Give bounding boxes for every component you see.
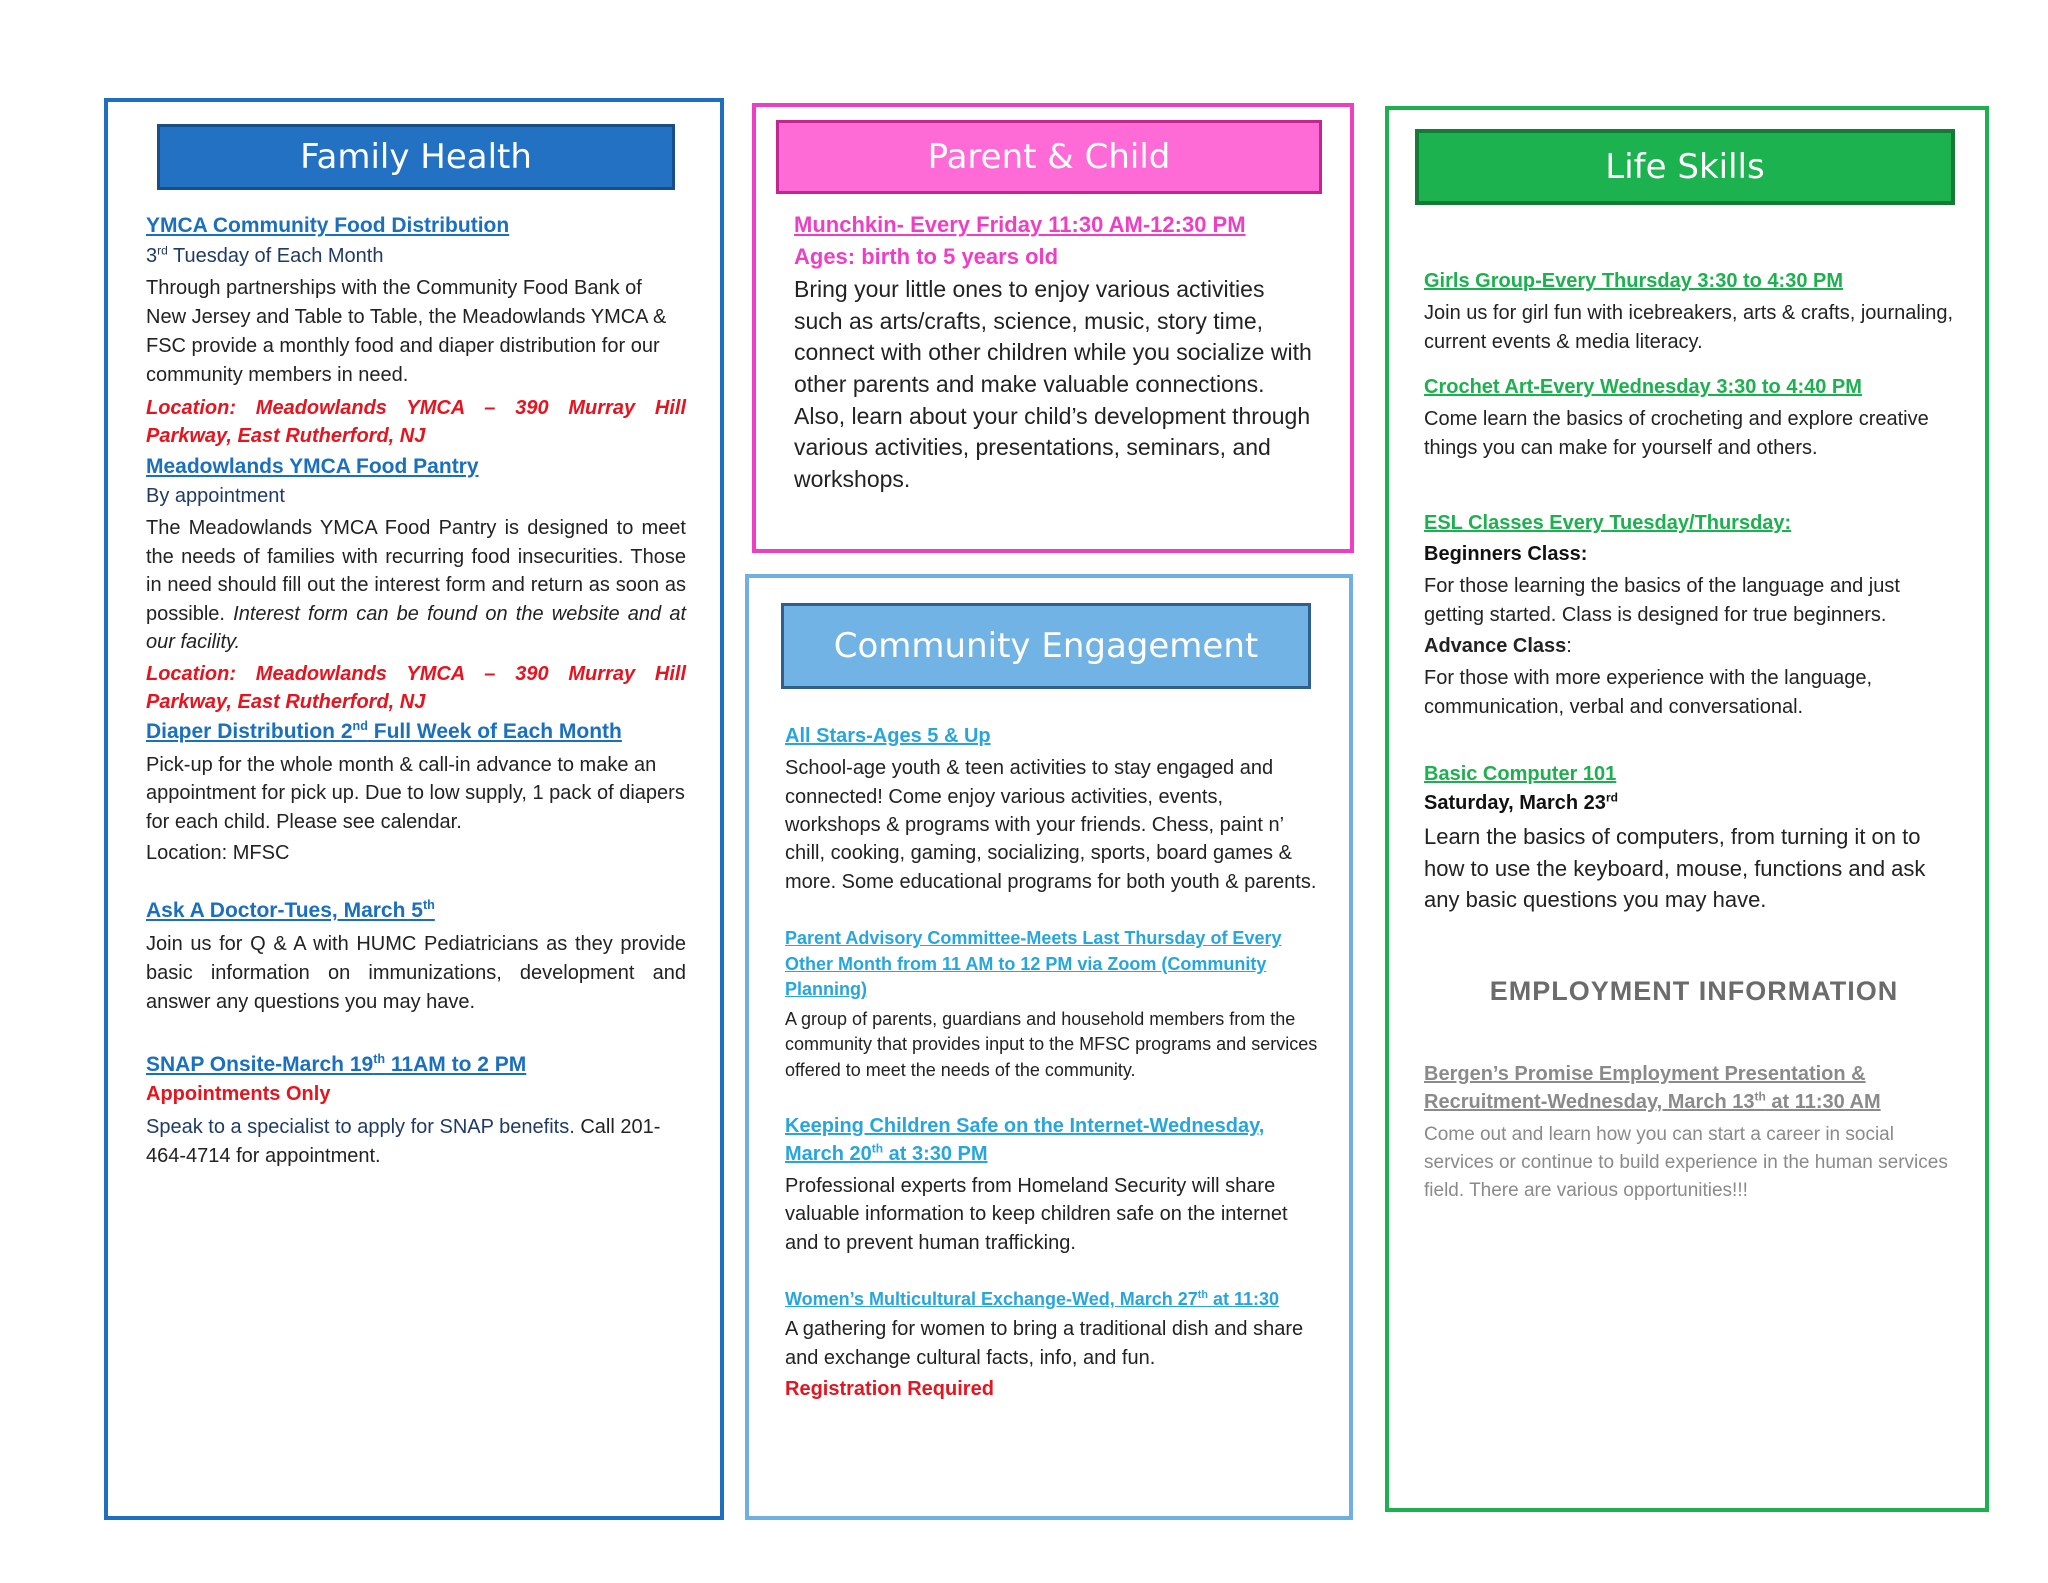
food-distribution-link[interactable]: YMCA Community Food Distribution bbox=[146, 214, 510, 237]
employment-information-title: EMPLOYMENT INFORMATION bbox=[1489, 976, 1899, 1007]
snap-onsite-link[interactable]: SNAP Onsite-March 19th 11AM to 2 PM bbox=[146, 1051, 527, 1076]
life-skills-title: Life Skills bbox=[1415, 129, 1955, 205]
parent-child-title: Parent & Child bbox=[776, 120, 1322, 194]
food-pantry-description: The Meadowlands YMCA Food Pantry is designed to meet the needs of families with recurring food insecurities. Those in need should fill out the interest form and return as soon as possible. Interest form can be found on the website and at our facility. bbox=[146, 517, 686, 654]
food-distribution-schedule: 3rd Tuesday of Each Month bbox=[146, 242, 384, 267]
food-distribution-location: Location: Meadowlands YMCA – 390 Murray Hill Parkway, East Rutherford, NJ bbox=[146, 396, 686, 447]
beginners-class-label: Beginners Class: bbox=[1424, 543, 1588, 566]
diaper-distribution-location: Location: MFSC bbox=[146, 842, 290, 865]
food-distribution-description: Through partnerships with the Community Food Bank of New Jersey and Table to Table, the Meadowlands YMCA & FSC provide a monthly food and diaper distribution for our community members in need. bbox=[146, 276, 667, 386]
parent-advisory-description: A group of parents, guardians and household members from the community that provides input to the MFSC programs and services offered to meet the needs of the community. bbox=[785, 1008, 1318, 1080]
basic-computer-link[interactable]: Basic Computer 101 bbox=[1424, 763, 1617, 786]
food-pantry-link[interactable]: Meadowlands YMCA Food Pantry bbox=[146, 454, 479, 478]
womens-exchange-link[interactable]: Women’s Multicultural Exchange-Wed, March 27th at 11:30 bbox=[785, 1288, 1280, 1309]
registration-required-note: Registration Required bbox=[785, 1378, 994, 1401]
snap-description: Speak to a specialist to apply for SNAP benefits. Call 201-464-4714 for appointment. bbox=[146, 1115, 661, 1167]
all-stars-description: School-age youth & teen activities to stay engaged and connected! Come enjoy various activities, events, workshops & programs with your friends. Chess, paint n’ chill, cooking, gaming, socializing, sports, board games & more. Some educational programs for both youth & parents. bbox=[785, 757, 1317, 893]
beginners-class-description: For those learning the basics of the language and just getting started. Class is designed for true beginners. bbox=[1424, 575, 1900, 626]
diaper-distribution-link[interactable]: Diaper Distribution 2nd Full Week of Each Month bbox=[146, 719, 622, 744]
community-engagement-content bbox=[785, 723, 1320, 1403]
food-pantry-location: Location: Meadowlands YMCA – 390 Murray Hill Parkway, East Rutherford, NJ bbox=[146, 663, 686, 714]
family-health-content bbox=[146, 212, 686, 1171]
bergens-promise-description: Come out and learn how you can start a career in social services or continue to build experience in the human services field. There are various opportunities!!! bbox=[1424, 1123, 1948, 1201]
basic-computer-date: Saturday, March 23rd bbox=[1424, 790, 1618, 815]
munchkin-ages: Ages: birth to 5 years old bbox=[794, 243, 1059, 269]
girls-group-link[interactable]: Girls Group-Every Thursday 3:30 to 4:30 PM bbox=[1424, 270, 1844, 292]
family-health-title: Family Health bbox=[157, 124, 675, 190]
womens-exchange-description: A gathering for women to bring a traditional dish and share and exchange cultural facts, info, and fun. bbox=[785, 1318, 1304, 1369]
all-stars-link[interactable]: All Stars-Ages 5 & Up bbox=[785, 725, 991, 747]
ask-a-doctor-description: Join us for Q & A with HUMC Pediatricians as they provide basic information on immunizations, development and answer any questions you may have. bbox=[146, 932, 686, 1013]
crochet-art-description: Come learn the basics of crocheting and explore creative things you can make for yourself and others. bbox=[1424, 408, 1929, 459]
bergens-promise-link[interactable]: Bergen’s Promise Employment Presentation & Recruitment-Wednesday, March 13th at 11:30 AM bbox=[1424, 1062, 1881, 1114]
parent-child-content bbox=[794, 210, 1314, 496]
internet-safety-link[interactable]: Keeping Children Safe on the Internet-Wednesday, March 20th at 3:30 PM bbox=[785, 1115, 1265, 1165]
life-skills-content bbox=[1424, 268, 1964, 1205]
girls-group-description: Join us for girl fun with icebreakers, arts & crafts, journaling, current events & media literacy. bbox=[1424, 302, 1954, 353]
ask-a-doctor-link[interactable]: Ask A Doctor-Tues, March 5th bbox=[146, 898, 435, 923]
food-pantry-schedule: By appointment bbox=[146, 485, 285, 508]
crochet-art-link[interactable]: Crochet Art-Every Wednesday 3:30 to 4:40 PM bbox=[1424, 375, 1862, 398]
internet-safety-description: Professional experts from Homeland Security will share valuable information to keep children safe on the internet and to prevent human trafficking. bbox=[785, 1174, 1288, 1254]
community-engagement-title: Community Engagement bbox=[781, 603, 1311, 689]
basic-computer-description: Learn the basics of computers, from turning it on to how to use the keyboard, mouse, functions and ask any basic questions you may have. bbox=[1424, 824, 1926, 912]
munchkin-description: Bring your little ones to enjoy various activities such as arts/crafts, science, music, story time, connect with other children while you socialize with other parents and make valuable connections. Also, learn about your child’s development through various activities, presentations, seminars, and workshops. bbox=[794, 275, 1312, 493]
diaper-distribution-description: Pick-up for the whole month & call-in advance to make an appointment for pick up. Due to low supply, 1 pack of diapers for each child. Please see calendar. bbox=[146, 753, 685, 833]
esl-classes-link[interactable]: ESL Classes Every Tuesday/Thursday: bbox=[1424, 511, 1792, 534]
snap-appointments-note: Appointments Only bbox=[146, 1083, 331, 1106]
advance-class-label: Advance Class: bbox=[1424, 635, 1572, 658]
advance-class-description: For those with more experience with the language, communication, verbal and conversational. bbox=[1424, 667, 1873, 718]
munchkin-link[interactable]: Munchkin- Every Friday 11:30 AM-12:30 PM bbox=[794, 212, 1246, 237]
parent-advisory-link[interactable]: Parent Advisory Committee-Meets Last Thursday of Every Other Month from 11 AM to 12 PM via Zoom (Community Planning) bbox=[785, 928, 1282, 1000]
